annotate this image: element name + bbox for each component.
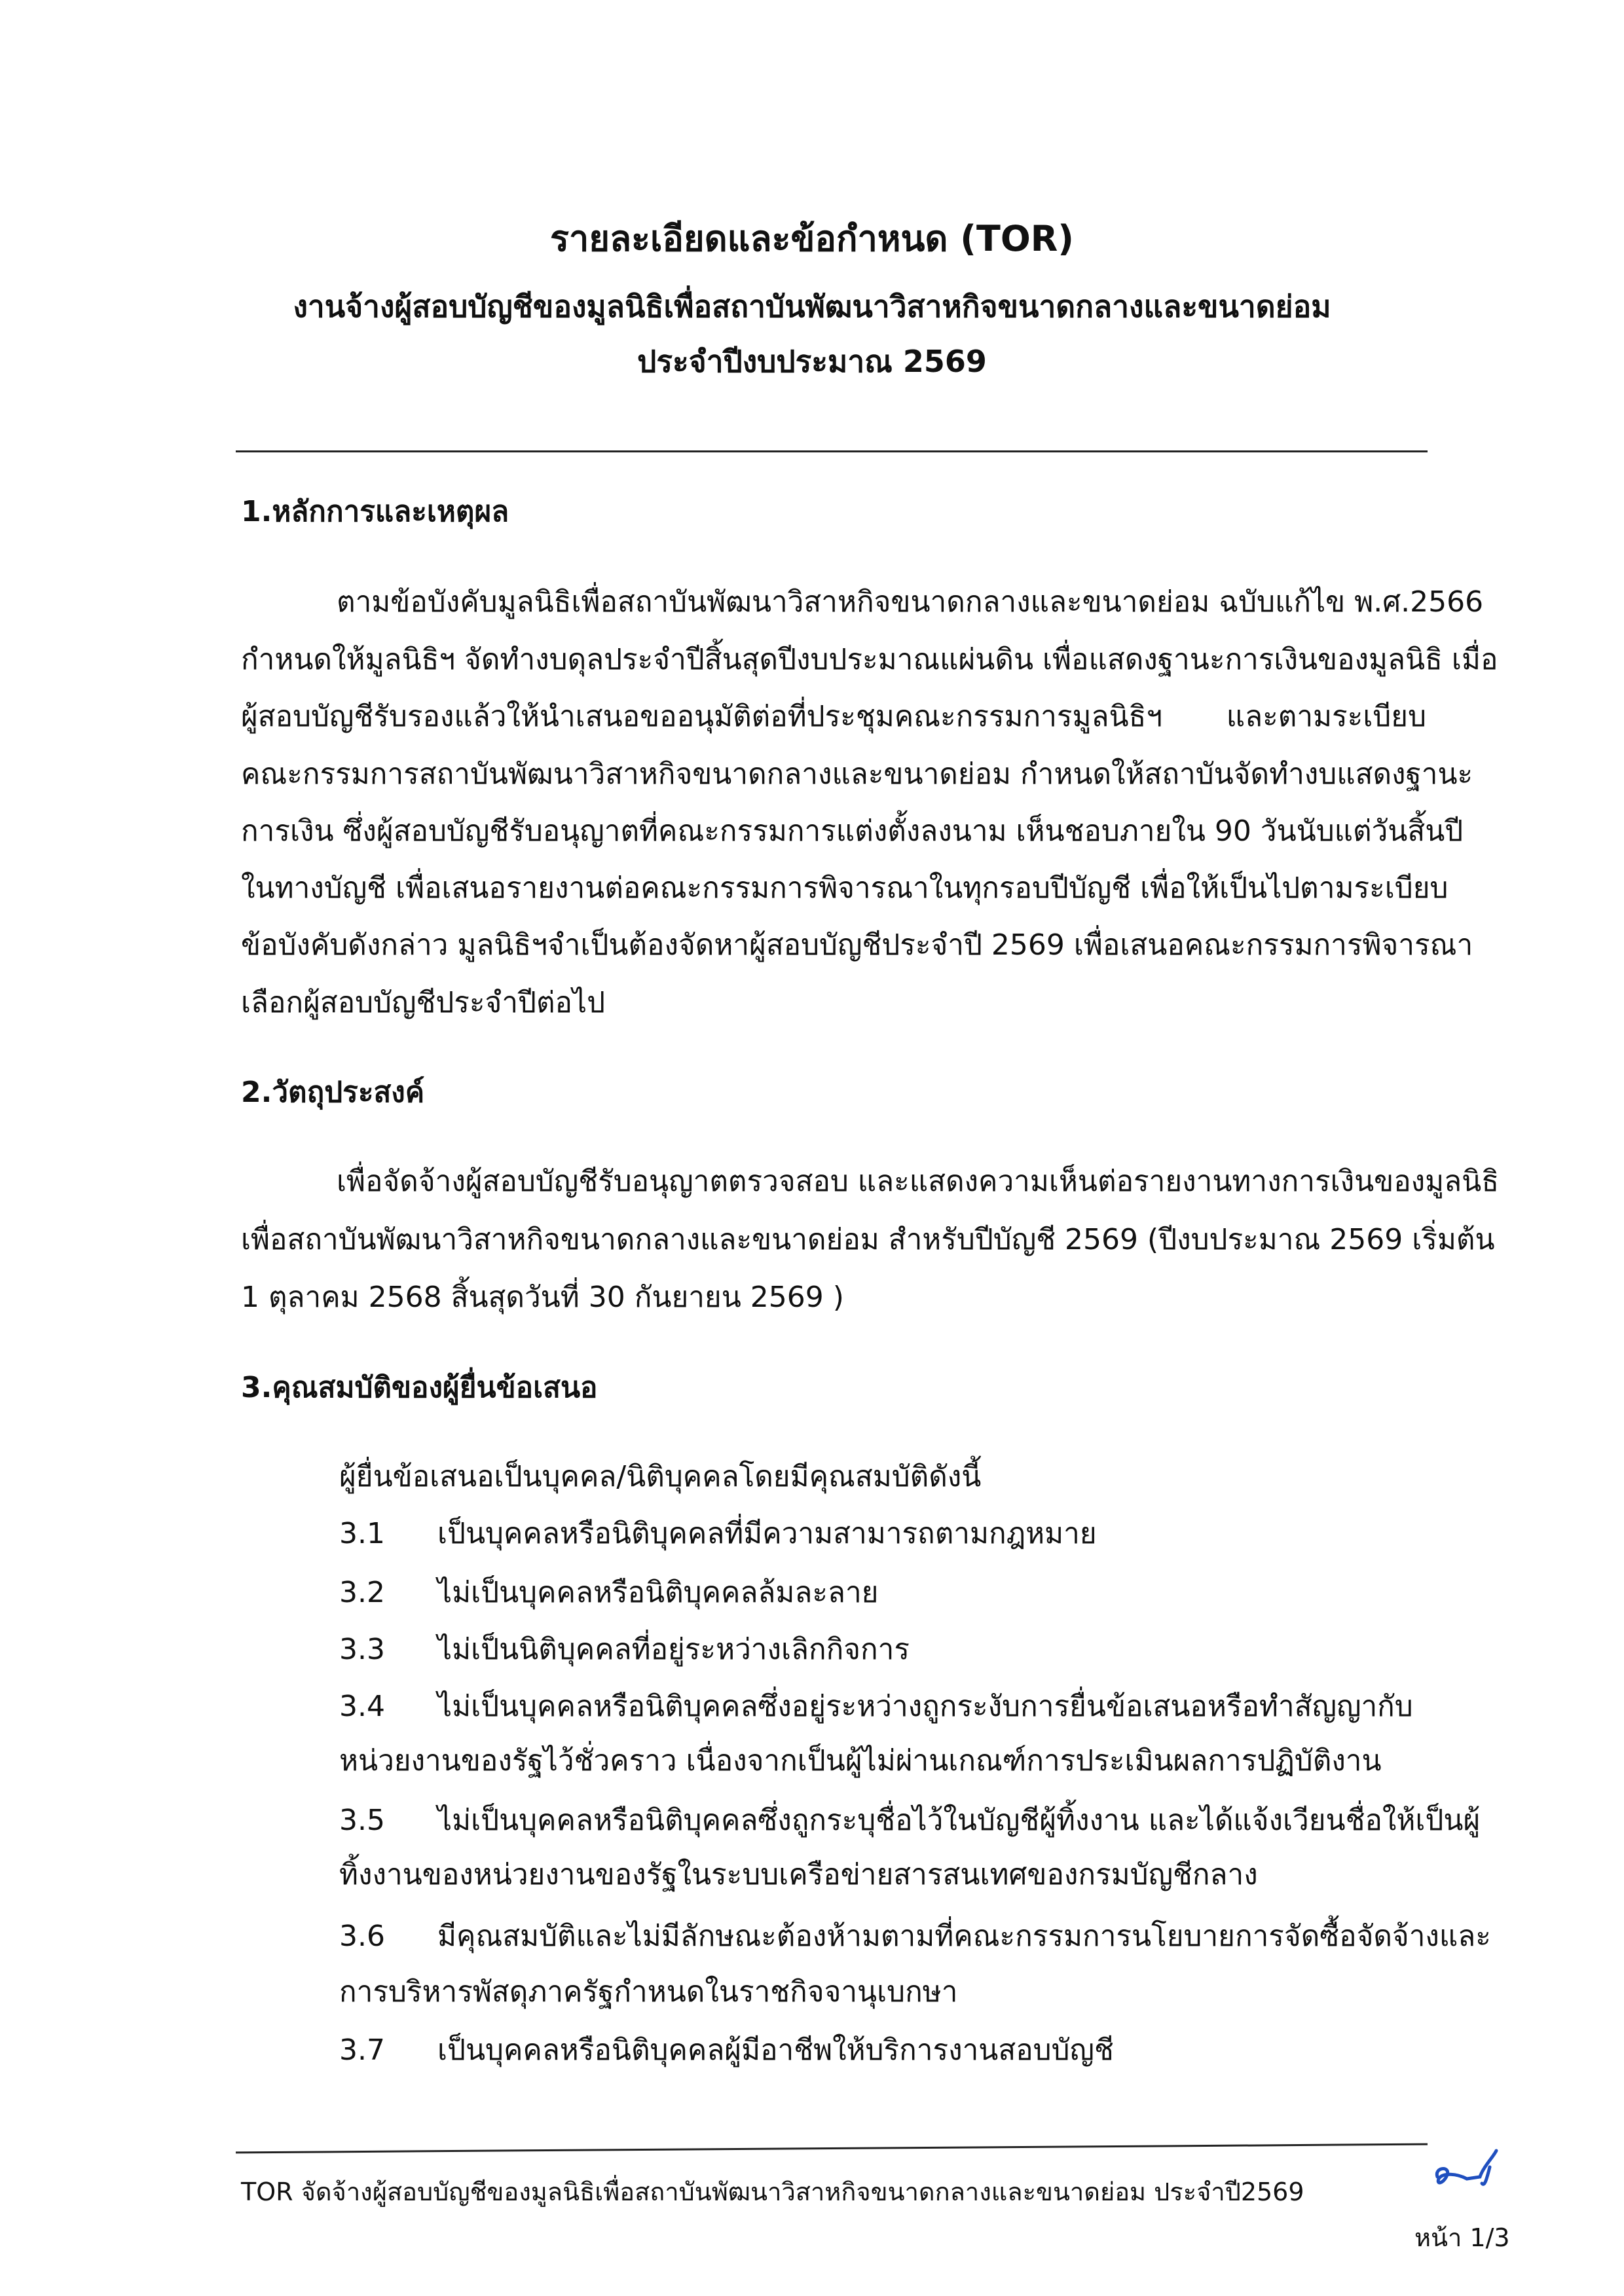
section-1-line: ผู้สอบบัญชีรับรองแล้วให้นำเสนอขออนุมัติต่อที่ประชุมคณะกรรมการมูลนิธิฯ และตามระเบียบ (241, 700, 1426, 733)
item-text: เป็นบุคคลหรือนิติบุคคลที่มีความสามารถตามกฎหมาย (437, 1517, 1097, 1550)
section-1-line: ตามข้อบังคับมูลนิธิเพื่อสถาบันพัฒนาวิสาหกิจขนาดกลางและขนาดย่อม ฉบับแก้ไข พ.ศ.2566 (337, 585, 1484, 619)
section-3-heading: 3.คุณสมบัติของผู้ยื่นข้อเสนอ (241, 1371, 598, 1404)
item-text: ไม่เป็นนิติบุคคลที่อยู่ระหว่างเลิกกิจการ (437, 1633, 910, 1666)
header-divider (236, 450, 1428, 452)
item-text: เป็นบุคคลหรือนิติบุคคลผู้มีอาชีพให้บริการงานสอบบัญชี (437, 2033, 1114, 2067)
section-1-heading: 1.หลักการและเหตุผล (241, 495, 509, 528)
section-1-line: คณะกรรมการสถาบันพัฒนาวิสาหกิจขนาดกลางและขนาดย่อม กำหนดให้สถาบันจัดทำงบแสดงฐานะ (241, 757, 1473, 791)
item-text: มีคุณสมบัติและไม่มีลักษณะต้องห้ามตามที่คณะกรรมการนโยบายการจัดซื้อจัดจ้างและ (437, 1920, 1491, 1953)
section-1-line: กำหนดให้มูลนิธิฯ จัดทำงบดุลประจำปีสิ้นสุดปีงบประมาณแผ่นดิน เพื่อแสดงฐานะการเงินของมูลนิธิ เมื่อ (241, 643, 1498, 676)
item-number: 3.2 (339, 1576, 385, 1609)
item-text-continued: หน่วยงานของรัฐไว้ชั่วคราว เนื่องจากเป็นผู้ไม่ผ่านเกณฑ์การประเมินผลการปฏิบัติงาน (339, 1744, 1382, 1777)
item-number: 3.1 (339, 1517, 385, 1550)
section-3-intro: ผู้ยื่นข้อเสนอเป็นบุคคล/นิติบุคคลโดยมีคุณสมบัติดังนี้ (339, 1460, 982, 1493)
item-number: 3.4 (339, 1690, 385, 1723)
document-title: รายละเอียดและข้อกำหนด (TOR) (550, 218, 1074, 259)
item-number: 3.6 (339, 1920, 385, 1953)
page-number: หน้า 1/3 (1414, 2223, 1510, 2252)
document-subtitle: งานจ้างผู้สอบบัญชีของมูลนิธิเพื่อสถาบันพัฒนาวิสาหกิจขนาดกลางและขนาดย่อม (293, 289, 1331, 324)
section-2-line: เพื่อสถาบันพัฒนาวิสาหกิจขนาดกลางและขนาดย่อม สำหรับปีบัญชี 2569 (ปีงบประมาณ 2569 เริ่มต้น (241, 1223, 1495, 1256)
item-number: 3.5 (339, 1804, 385, 1837)
fiscal-year: ประจำปีงบประมาณ 2569 (637, 344, 987, 379)
section-2-line: 1 ตุลาคม 2568 สิ้นสุดวันที่ 30 กันยายน 2569 ) (241, 1281, 844, 1314)
footer-text: TOR จัดจ้างผู้สอบบัญชีของมูลนิธิเพื่อสถาบันพัฒนาวิสาหกิจขนาดกลางและขนาดย่อม ประจำปี2569 (241, 2178, 1304, 2206)
item-number: 3.3 (339, 1633, 385, 1666)
section-2-heading: 2.วัตถุประสงค์ (241, 1076, 425, 1109)
item-text: ไม่เป็นบุคคลหรือนิติบุคคลล้มละลาย (437, 1576, 879, 1609)
item-text-continued: การบริหารพัสดุภาครัฐกำหนดในราชกิจจานุเบกษา (339, 1975, 958, 2009)
section-1-line: ข้อบังคับดังกล่าว มูลนิธิฯจำเป็นต้องจัดหาผู้สอบบัญชีประจำปี 2569 เพื่อเสนอคณะกรรมการพิจารณา (241, 928, 1473, 962)
section-1-line: ในทางบัญชี เพื่อเสนอรายงานต่อคณะกรรมการพิจารณาในทุกรอบปีบัญชี เพื่อให้เป็นไปตามระเบียบ (241, 871, 1449, 905)
item-text-continued: ทิ้งงานของหน่วยงานของรัฐในระบบเครือข่ายสารสนเทศของกรมบัญชีกลาง (339, 1858, 1258, 1891)
section-2-line: เพื่อจัดจ้างผู้สอบบัญชีรับอนุญาตตรวจสอบ และแสดงความเห็นต่อรายงานทางการเงินของมูลนิธิ (337, 1165, 1500, 1198)
section-1-line: เลือกผู้สอบบัญชีประจำปีต่อไป (241, 986, 606, 1019)
footer-divider (236, 2143, 1428, 2154)
item-text: ไม่เป็นบุคคลหรือนิติบุคคลซึ่งอยู่ระหว่างถูกระงับการยื่นข้อเสนอหรือทำสัญญากับ (437, 1690, 1413, 1723)
item-number: 3.7 (339, 2033, 385, 2067)
section-1-line: การเงิน ซึ่งผู้สอบบัญชีรับอนุญาตที่คณะกรรมการแต่งตั้งลงนาม เห็นชอบภายใน 90 วันนับแต่วันสิ้นปี (241, 814, 1464, 848)
item-text: ไม่เป็นบุคคลหรือนิติบุคคลซึ่งถูกระบุชื่อไว้ในบัญชีผู้ทิ้งงาน และได้แจ้งเวียนชื่อให้เป็นผู้ (437, 1804, 1481, 1837)
initials-signature-icon (1431, 2147, 1503, 2193)
